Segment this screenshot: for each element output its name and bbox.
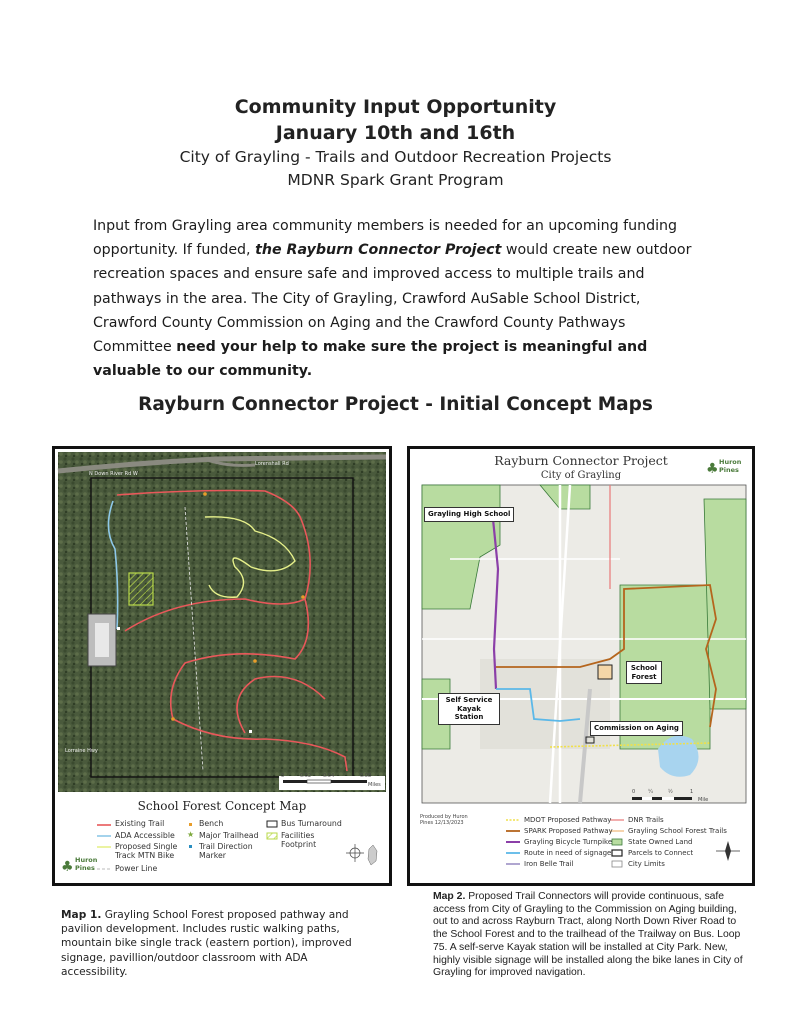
map1-caption: [61, 908, 366, 979]
page-title: Community Input Opportunity: [234, 96, 557, 118]
logo-text-1: Huron: [75, 856, 98, 864]
scale-tick-2: 0.04: [323, 773, 335, 779]
scale-tick-3: 0.08: [360, 773, 372, 779]
scale-tick-1: 0.02: [300, 773, 312, 779]
scale-tick-0: 0: [281, 773, 285, 779]
road-label-lorraine: Lorraine Hwy: [65, 748, 98, 754]
legend-bicycle: Grayling Bicycle Turnpike: [524, 838, 613, 846]
legend-bus-turnaround: Bus Turnaround: [281, 819, 342, 828]
tree-icon: ♣: [706, 461, 719, 477]
event-dates: January 10th and 16th: [275, 122, 516, 144]
star-icon: ★: [187, 830, 195, 839]
caption-label: Map 2.: [433, 891, 466, 902]
legend-signage: Route in need of signage: [524, 849, 612, 857]
rayburn-connector-map: [407, 446, 755, 886]
map1-title: School Forest Concept Map: [137, 799, 307, 813]
legend-iron-belle: Iron Belle Trail: [524, 860, 574, 868]
tree-icon: ♣: [61, 859, 74, 875]
caption-label: Map 1.: [61, 909, 102, 921]
caption-text: Grayling School Forest proposed pathway and pavilion development. Includes rustic walking paths, mountain bike single track (eastern portion), improved signage, pavillion/outdoor classroom with ADA accessibility.: [61, 909, 352, 978]
intro-project-name: the Rayburn Connector Project: [255, 242, 502, 259]
intro-text-1: Input from Grayling area community members is needed for an upcoming funding opportunity. If funded,: [93, 218, 678, 259]
callout-commission: Commission on Aging: [590, 721, 683, 736]
legend-trail-direction: Trail Direction Marker: [199, 842, 253, 860]
map2-caption: [433, 891, 743, 980]
section-title: Rayburn Connector Project - Initial Concept Maps: [138, 394, 653, 415]
legend-facilities: Facilities Footprint: [281, 831, 317, 849]
legend-existing-trail: Existing Trail: [115, 819, 165, 828]
scale-tick-1: ¼: [648, 789, 653, 795]
page-header: [0, 94, 791, 192]
intro-text-2: would create new outdoor recreation spaces and ensure safe and improved access to multiple trails and pathways in the area. The City of Grayling, Crawford AuSable School District, Crawford County Commission on Aging and the Crawford County Pathways Committee: [93, 242, 692, 356]
intro-paragraph: [93, 214, 708, 383]
scale-unit: Miles: [368, 782, 381, 788]
callout-school-forest: School Forest: [626, 661, 662, 684]
legend-spark: SPARK Proposed Pathway: [524, 827, 613, 835]
road-label-lorenshall: Lorenshall Rd: [255, 461, 289, 467]
callout-kayak: Self Service Kayak Station: [438, 693, 500, 725]
callout-high-school: Grayling High School: [424, 507, 514, 522]
legend-major-trailhead: Major Trailhead: [199, 831, 259, 840]
legend-city-limits: City Limits: [628, 860, 665, 868]
compass-michigan-icon: [343, 839, 383, 877]
logo-text-2: Pines: [719, 466, 739, 474]
logo-text-2: Pines: [75, 864, 95, 872]
legend-parcels: Parcels to Connect: [628, 849, 694, 857]
map2-title: Rayburn Connector Project: [494, 453, 668, 468]
aerial-map-image: [55, 449, 389, 883]
legend-ada: ADA Accessible: [115, 831, 175, 840]
logo-text-1: Huron: [719, 458, 742, 466]
produced-by: Produced by Huron Pines 12/13/2023: [420, 814, 468, 826]
scale-tick-0: 0: [632, 789, 636, 795]
map2-subtitle: City of Grayling: [540, 470, 622, 481]
legend-power-line: Power Line: [115, 864, 158, 873]
scale-unit: Mile: [698, 797, 709, 803]
scale-tick-2: ½: [668, 789, 673, 795]
legend-dnr: DNR Trails: [628, 816, 664, 824]
legend-school-forest-trails: Grayling School Forest Trails: [628, 827, 727, 835]
page-subtitle: City of Grayling - Trails and Outdoor Recreation Projects: [179, 148, 612, 166]
caption-text: Proposed Trail Connectors will provide continuous, safe access from City of Grayling to the Commission on Aging building, out to and across Rayburn Tract, along North Down River Road to the School Forest and to the trailhead of the Trailway on Bus. Loop 75. A self-serve Kayak station will be installed at City Park. New, highly visible signage will be installed along the bike lanes in City of Grayling for improved navigation.: [433, 891, 743, 979]
road-label-down-river: N Down River Rd W: [89, 471, 138, 477]
intro-call-to-action: need your help to make sure the project is meaningful and valuable to our community.: [93, 339, 648, 380]
legend-state-land: State Owned Land: [628, 838, 693, 846]
program-name: MDNR Spark Grant Program: [287, 171, 504, 189]
legend-mdot: MDOT Proposed Pathway: [524, 816, 612, 824]
school-forest-map: [52, 446, 392, 886]
legend-bench: Bench: [199, 819, 224, 828]
scale-tick-3: 1: [690, 789, 694, 795]
legend-single-track: Proposed Single Track MTN Bike: [115, 842, 178, 860]
